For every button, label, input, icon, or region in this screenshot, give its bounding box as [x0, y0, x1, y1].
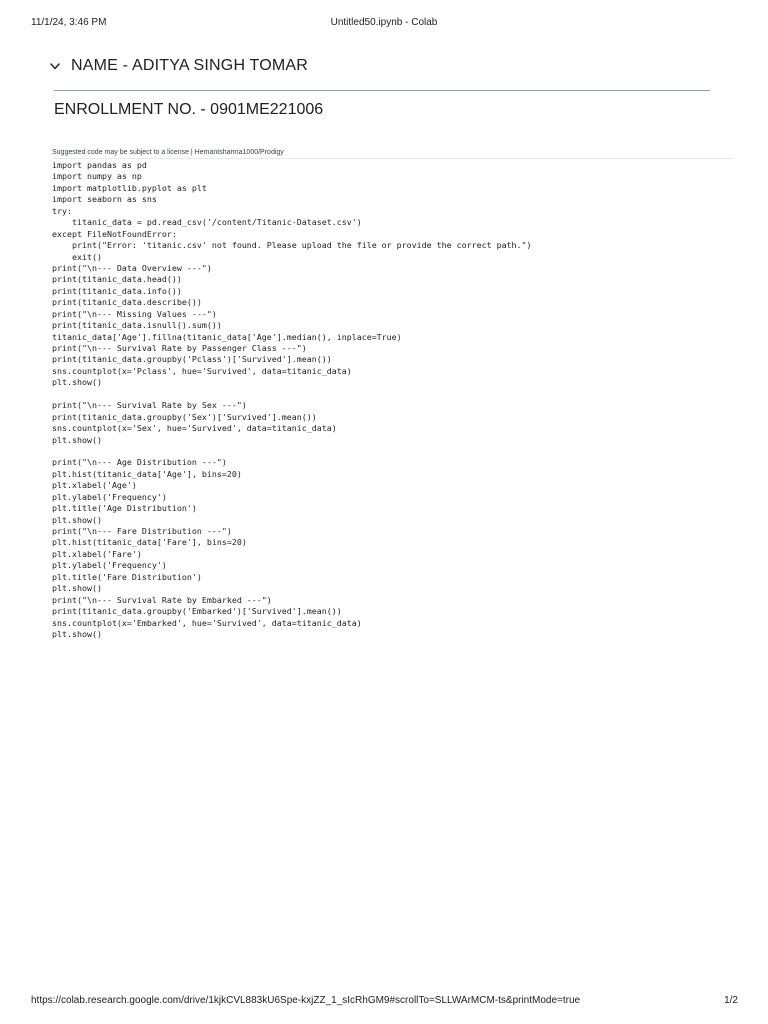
code-cell[interactable] — [52, 148, 734, 640]
code-line: plt.show() — [52, 628, 102, 639]
page-number: 1/2 — [724, 995, 738, 1006]
chevron-down-icon[interactable] — [47, 58, 63, 74]
code-line: plt.show() — [52, 377, 102, 388]
code-line: import matplotlib.pyplot as plt — [52, 182, 207, 193]
code-line: plt.hist(titanic_data['Age'], bins=20) — [52, 468, 242, 479]
code-line: plt.ylabel('Frequency') — [52, 491, 167, 502]
code-line: import numpy as np — [52, 171, 142, 182]
code-line: print("\n--- Survival Rate by Embarked ---") — [52, 594, 272, 605]
print-date: 11/1/24, 3:46 PM — [31, 17, 107, 28]
code-line: print(titanic_data.groupby('Embarked')['Survived'].mean()) — [52, 606, 342, 617]
enrollment-number: ENROLLMENT NO. - 0901ME221006 — [54, 101, 324, 118]
code-line: plt.xlabel('Fare') — [52, 548, 142, 559]
code-line: sns.countplot(x='Sex', hue='Survived', data=titanic_data) — [52, 423, 337, 434]
code-line: import seaborn as sns — [52, 194, 157, 205]
code-line: plt.show() — [52, 514, 102, 525]
code-line: print(titanic_data.groupby('Pclass')['Survived'].mean()) — [52, 354, 332, 365]
code-line: sns.countplot(x='Pclass', hue='Survived', data=titanic_data) — [52, 365, 352, 376]
code-line — [52, 389, 734, 400]
code-line: sns.countplot(x='Embarked', hue='Survived', data=titanic_data) — [52, 617, 362, 628]
code-line: except FileNotFoundError: — [52, 228, 177, 239]
code-line: titanic_data = pd.read_csv('/content/Titanic-Dataset.csv') — [52, 217, 362, 228]
code-line: print("\n--- Survival Rate by Passenger Class ---") — [52, 343, 307, 353]
code-line: print("\n--- Fare Distribution ---") — [52, 526, 232, 536]
print-footer — [0, 995, 768, 1009]
code-line: print("Error: 'titanic.csv' not found. Please upload the file or provide the correct path.") — [52, 240, 532, 251]
text-cell-heading — [47, 55, 308, 77]
code-line: print(titanic_data.describe()) — [52, 297, 202, 308]
license-note: Suggested code may be subject to a license | Hemantsharma1000/Prodigy — [52, 148, 734, 159]
code-line: try: — [52, 205, 72, 216]
code-line: plt.show() — [52, 434, 102, 445]
code-line: plt.show() — [52, 583, 102, 594]
code-line: print(titanic_data.head()) — [52, 274, 182, 285]
code-line: print(titanic_data.info()) — [52, 285, 182, 296]
code-line: print(titanic_data.isnull().sum()) — [52, 320, 222, 331]
code-line: print("\n--- Missing Values ---") — [52, 308, 217, 319]
code-line: plt.hist(titanic_data['Fare'], bins=20) — [52, 537, 247, 548]
name-heading: NAME - ADITYA SINGH TOMAR — [71, 57, 309, 74]
code-line: titanic_data['Age'].fillna(titanic_data['Age'].median(), inplace=True) — [52, 331, 402, 342]
heading-divider — [54, 90, 710, 91]
code-line: print(titanic_data.groupby('Sex')['Survived'].mean()) — [52, 411, 317, 422]
code-line: print("\n--- Data Overview ---") — [52, 262, 212, 273]
print-document-title: Untitled50.ipynb - Colab — [330, 17, 438, 28]
chevron-down-icon-glyph — [50, 63, 60, 70]
code-line: plt.title('Age Distribution') — [52, 503, 197, 514]
code-line: print("\n--- Survival Rate by Sex ---") — [52, 400, 247, 411]
code-editor[interactable] — [52, 159, 734, 640]
code-line: import pandas as pd — [52, 160, 147, 170]
code-line: plt.title('Fare Distribution') — [52, 571, 202, 582]
print-header — [0, 17, 768, 31]
code-line — [52, 446, 734, 457]
code-line: plt.ylabel('Frequency') — [52, 560, 167, 571]
code-line: exit() — [52, 251, 102, 262]
code-line: plt.xlabel('Age') — [52, 480, 137, 491]
code-line: print("\n--- Age Distribution ---") — [52, 457, 227, 468]
print-url: https://colab.research.google.com/drive/1kjkCVL883kU6Spe-kxjZZ_1_sIcRhGM9#scrollTo=SLLWArMCM-ts&printMode=true — [31, 995, 581, 1006]
